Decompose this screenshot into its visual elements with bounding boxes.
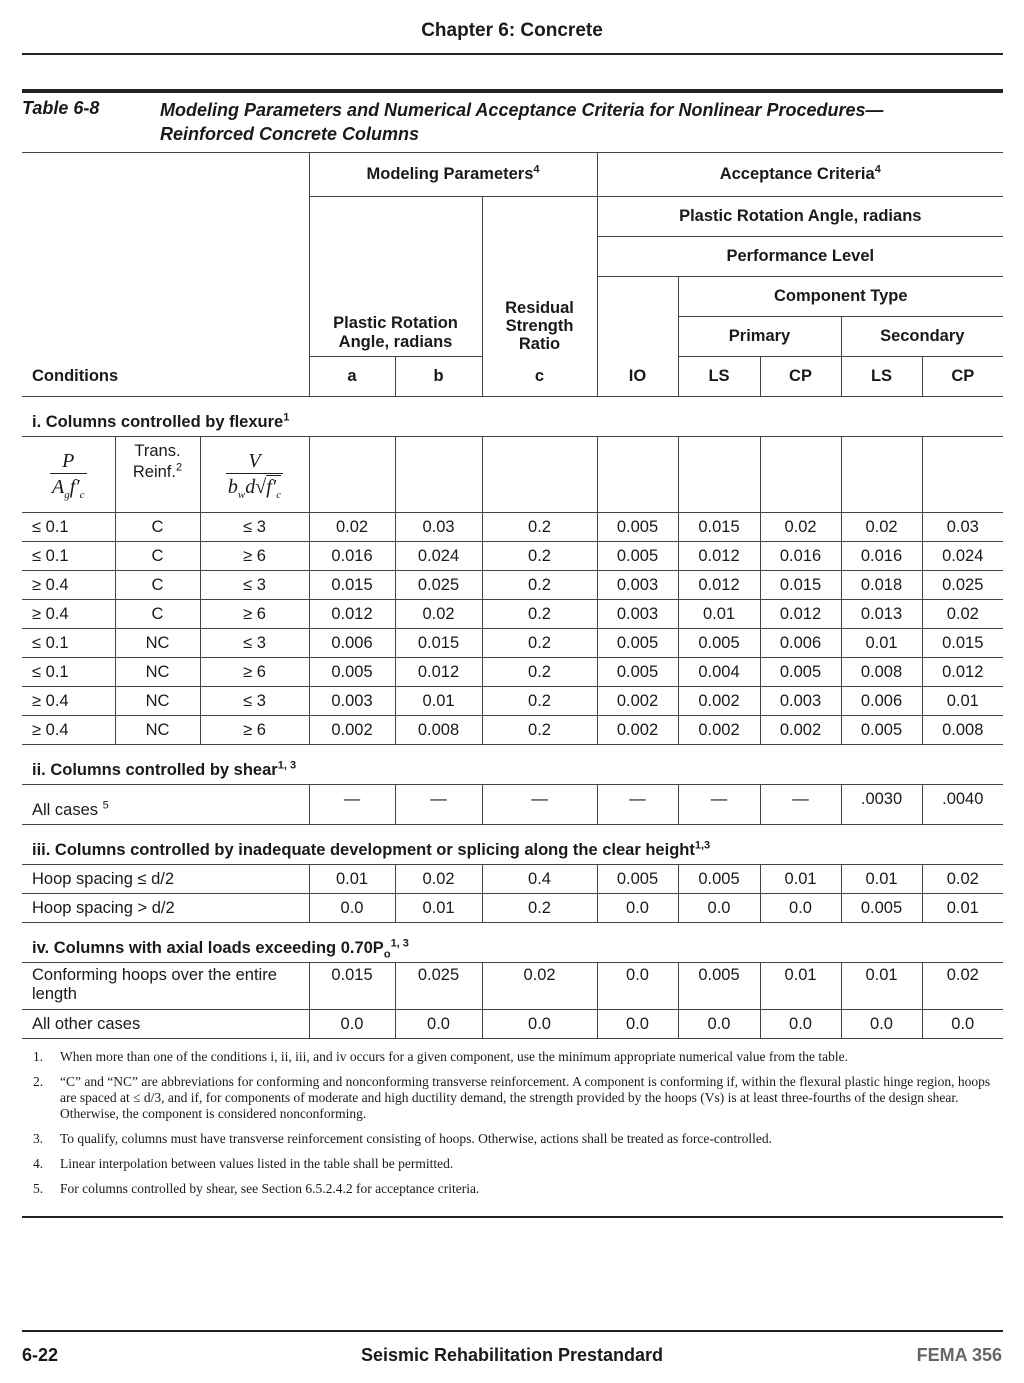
trans-reinf-header: Trans. Reinf.$^2$ <box>115 437 200 513</box>
row-label: Conforming hoops over the entire length <box>22 963 309 1010</box>
note-text: “C” and “NC” are abbreviations for conforming and nonconforming transverse reinforcement. A component is conforming if, within the flexural plastic hinge region, hoops are spaced at ≤ d/3, and if, for components of moderate and high ductility demand, the strength provided by the hoops (Vs) is at least three-fourths of the design shear. Otherwise, the component is considered nonconforming. <box>60 1074 991 1121</box>
col-io-header: IO <box>597 357 678 397</box>
table-cell: ≥ 6 <box>200 600 309 629</box>
table-cell: 0.2 <box>482 894 597 923</box>
col-ls-secondary-header: LS <box>841 357 922 397</box>
table-cell: ≥ 6 <box>200 542 309 571</box>
table-cell: 0.01 <box>395 894 482 923</box>
table-cell: 0.0 <box>309 1010 395 1039</box>
table-cell: 0.005 <box>309 658 395 687</box>
table-cell: 0.004 <box>678 658 760 687</box>
table-cell: 0.0 <box>922 1010 1003 1039</box>
table-cell: 0.013 <box>841 600 922 629</box>
note-text: To qualify, columns must have transverse reinforcement consisting of hoops. Otherwise, actions shall be treated as force-controlled. <box>60 1131 772 1146</box>
table-cell: ≥ 6 <box>200 658 309 687</box>
table-cell: NC <box>115 687 200 716</box>
table-cell: ≥ 0.4 <box>22 571 115 600</box>
table-cell: 0.006 <box>841 687 922 716</box>
table-cell: 0.2 <box>482 716 597 745</box>
row-label: Hoop spacing ≤ d/2 <box>22 865 309 894</box>
section-i-title: i. Columns controlled by flexure$^1$ <box>22 397 1003 437</box>
note-text: When more than one of the conditions i, ii, iii, and iv occurs for a given component, use the minimum appropriate numerical value from the table. <box>60 1049 849 1064</box>
table-cell: 0.03 <box>395 513 482 542</box>
table-cell: 0.02 <box>395 865 482 894</box>
performance-level-header: Performance Level <box>597 237 1003 277</box>
table-row <box>22 1010 1003 1039</box>
table-cell: NC <box>115 716 200 745</box>
table-cell: 0.002 <box>597 716 678 745</box>
table-cell: 0.005 <box>597 658 678 687</box>
table-cell: 0.2 <box>482 542 597 571</box>
table-cell: 0.005 <box>678 963 760 1010</box>
table-cell: 0.025 <box>395 963 482 1010</box>
table-cell: 0.012 <box>678 571 760 600</box>
table-cell: 0.015 <box>922 629 1003 658</box>
table-note <box>22 1074 1003 1122</box>
table-row <box>22 716 1003 745</box>
table-cell: 0.01 <box>760 865 841 894</box>
section-ii-title: ii. Columns controlled by shear$^{1, 3}$ <box>22 745 1003 785</box>
table-cell: NC <box>115 629 200 658</box>
modeling-parameters-header: Modeling Parameters$^4$ <box>309 153 597 197</box>
table-cell: ≤ 3 <box>200 513 309 542</box>
table-cell: 0.2 <box>482 571 597 600</box>
table-cell: 0.002 <box>309 716 395 745</box>
table-cell: — <box>395 785 482 825</box>
table-cell: 0.0 <box>841 1010 922 1039</box>
table-cell: 0.0 <box>597 1010 678 1039</box>
table-cell: 0.005 <box>597 513 678 542</box>
table-row <box>22 894 1003 923</box>
chapter-heading: Chapter 6: Concrete <box>421 20 603 41</box>
table-cell: 0.025 <box>395 571 482 600</box>
table-cell: 0.024 <box>922 542 1003 571</box>
table-note <box>22 1181 1003 1197</box>
table-cell: 0.2 <box>482 600 597 629</box>
table-cell: ≥ 0.4 <box>22 600 115 629</box>
table-cell: 0.03 <box>922 513 1003 542</box>
secondary-header: Secondary <box>841 317 1003 357</box>
col-c-header: c <box>482 357 597 397</box>
table-note <box>22 1131 1003 1147</box>
table-cell: 0.2 <box>482 513 597 542</box>
table-cell: 0.008 <box>395 716 482 745</box>
table-cell: C <box>115 542 200 571</box>
table-cell: ≤ 3 <box>200 629 309 658</box>
table-cell: 0.01 <box>309 865 395 894</box>
col-cp-secondary-header: CP <box>922 357 1003 397</box>
table-cell: 0.01 <box>841 629 922 658</box>
table-cell: 0.006 <box>760 629 841 658</box>
footer-doc-id: FEMA 356 <box>916 1345 1002 1365</box>
table-cell: 0.002 <box>597 687 678 716</box>
table-cell: NC <box>115 658 200 687</box>
table-row <box>22 658 1003 687</box>
table-cell: 0.015 <box>395 629 482 658</box>
table-cell: 0.015 <box>760 571 841 600</box>
table-cell: 0.005 <box>597 542 678 571</box>
table-cell: 0.01 <box>841 963 922 1010</box>
row-label: Hoop spacing > d/2 <box>22 894 309 923</box>
table-cell: .0030 <box>841 785 922 825</box>
table-cell: 0.01 <box>841 865 922 894</box>
table-cell: C <box>115 513 200 542</box>
note-text: Linear interpolation between values listed in the table shall be permitted. <box>60 1156 454 1171</box>
note-text: For columns controlled by shear, see Section 6.5.2.4.2 for acceptance criteria. <box>60 1181 480 1196</box>
table-cell: 0.005 <box>678 629 760 658</box>
header-rule <box>22 53 1003 55</box>
table-cell: 0.2 <box>482 658 597 687</box>
table-cell: 0.0 <box>760 894 841 923</box>
table-cell: 0.01 <box>922 687 1003 716</box>
table-cell: 0.003 <box>597 571 678 600</box>
table-cell: 0.005 <box>841 716 922 745</box>
table-cell: 0.0 <box>678 894 760 923</box>
table-cell: 0.006 <box>309 629 395 658</box>
table-cell: 0.012 <box>678 542 760 571</box>
table-label: Table 6-8 <box>22 98 100 118</box>
table-cell: C <box>115 571 200 600</box>
table-cell: 0.002 <box>678 716 760 745</box>
row-label: All other cases <box>22 1010 309 1039</box>
table-cell: 0.01 <box>678 600 760 629</box>
table-cell: 0.002 <box>760 716 841 745</box>
table-cell: 0.01 <box>760 963 841 1010</box>
table-cell: 0.024 <box>395 542 482 571</box>
table-cell: 0.2 <box>482 629 597 658</box>
table-cell: 0.02 <box>760 513 841 542</box>
table-cell: 0.4 <box>482 865 597 894</box>
table-cell: 0.0 <box>597 894 678 923</box>
table-note <box>22 1156 1003 1172</box>
note-number: 2. <box>33 1074 44 1089</box>
table-cell: — <box>678 785 760 825</box>
table-cell: 0.012 <box>395 658 482 687</box>
table-cell: 0.008 <box>922 716 1003 745</box>
table-cell: 0.018 <box>841 571 922 600</box>
table-row <box>22 629 1003 658</box>
table-cell: 0.0 <box>309 894 395 923</box>
criteria-table <box>22 152 1003 1039</box>
table-cell: 0.02 <box>922 963 1003 1010</box>
axial-ratio-header: $\frac{P}{A_gf'_c}$ <box>22 437 115 513</box>
table-cell: 0.01 <box>395 687 482 716</box>
shear-ratio-header: $\frac{V}{b_wd√f'_c}$ <box>200 437 309 513</box>
table-top-rule <box>22 89 1003 93</box>
table-cell: 0.012 <box>922 658 1003 687</box>
table-cell: 0.005 <box>597 865 678 894</box>
table-cell: ≤ 0.1 <box>22 629 115 658</box>
table-cell: ≥ 0.4 <box>22 716 115 745</box>
table-row <box>22 542 1003 571</box>
table-cell: 0.005 <box>597 629 678 658</box>
component-type-header: Component Type <box>678 277 1003 317</box>
table-cell: 0.016 <box>841 542 922 571</box>
col-b-header: b <box>395 357 482 397</box>
table-cell: 0.003 <box>597 600 678 629</box>
table-cell: 0.02 <box>922 865 1003 894</box>
table-cell: .0040 <box>922 785 1003 825</box>
table-cell: 0.02 <box>482 963 597 1010</box>
notes-bottom-rule <box>22 1216 1003 1218</box>
table-cell: ≤ 3 <box>200 571 309 600</box>
table-row <box>22 571 1003 600</box>
table-cell: ≤ 3 <box>200 687 309 716</box>
footer-rule <box>22 1330 1003 1332</box>
col-ls-primary-header: LS <box>678 357 760 397</box>
table-row <box>22 963 1003 1010</box>
footer-title: Seismic Rehabilitation Prestandard <box>360 1345 664 1365</box>
table-cell: 0.02 <box>922 600 1003 629</box>
plastic-rotation-angle-header: Plastic Rotation Angle, radians <box>597 197 1003 237</box>
section-iv-title: iv. Columns with axial loads exceeding $0.70P_o^{1, 3}$ <box>22 923 1003 963</box>
table-cell: — <box>309 785 395 825</box>
table-cell: 0.025 <box>922 571 1003 600</box>
table-cell: 0.005 <box>841 894 922 923</box>
conditions-header: Conditions <box>22 357 309 397</box>
table-cell: 0.02 <box>395 600 482 629</box>
table-cell: ≥ 6 <box>200 716 309 745</box>
note-number: 1. <box>33 1049 44 1064</box>
table-row <box>22 600 1003 629</box>
table-cell: 0.015 <box>678 513 760 542</box>
table-cell: — <box>482 785 597 825</box>
table-cell: 0.005 <box>760 658 841 687</box>
table-cell: 0.0 <box>678 1010 760 1039</box>
table-row <box>22 687 1003 716</box>
table-row <box>22 865 1003 894</box>
table-cell: 0.02 <box>841 513 922 542</box>
table-cell: 0.015 <box>309 571 395 600</box>
table-cell: 0.005 <box>678 865 760 894</box>
table-cell: 0.012 <box>760 600 841 629</box>
table-row <box>22 785 1003 825</box>
table-cell: C <box>115 600 200 629</box>
residual-strength-header: Residual Strength Ratio <box>482 197 597 357</box>
table-note <box>22 1049 1003 1065</box>
table-cell: 0.012 <box>309 600 395 629</box>
table-cell: 0.0 <box>760 1010 841 1039</box>
table-cell: 0.0 <box>597 963 678 1010</box>
primary-header: Primary <box>678 317 841 357</box>
table-cell: 0.015 <box>309 963 395 1010</box>
table-row <box>22 513 1003 542</box>
note-number: 4. <box>33 1156 44 1171</box>
table-cell: ≤ 0.1 <box>22 542 115 571</box>
table-cell: 0.01 <box>922 894 1003 923</box>
row-label: All cases $^5$ <box>22 785 309 825</box>
table-cell: 0.0 <box>482 1010 597 1039</box>
table-cell: ≥ 0.4 <box>22 687 115 716</box>
note-number: 3. <box>33 1131 44 1146</box>
plastic-rotation-header: Plastic Rotation Angle, radians <box>309 197 482 357</box>
table-cell: 0.2 <box>482 687 597 716</box>
table-cell: 0.003 <box>760 687 841 716</box>
table-cell: 0.02 <box>309 513 395 542</box>
note-number: 5. <box>33 1181 44 1196</box>
col-cp-primary-header: CP <box>760 357 841 397</box>
acceptance-criteria-header: Acceptance Criteria$^4$ <box>597 153 1003 197</box>
table-cell: — <box>597 785 678 825</box>
table-cell: ≤ 0.1 <box>22 513 115 542</box>
table-cell: 0.003 <box>309 687 395 716</box>
table-notes <box>22 1049 1003 1206</box>
table-cell: — <box>760 785 841 825</box>
table-cell: 0.002 <box>678 687 760 716</box>
page-number: 6-22 <box>22 1345 59 1365</box>
table-cell: 0.008 <box>841 658 922 687</box>
section-iii-title: iii. Columns controlled by inadequate development or splicing along the clear height$^{1,3}$ <box>22 825 1003 865</box>
table-cell: ≤ 0.1 <box>22 658 115 687</box>
table-cell: 0.0 <box>395 1010 482 1039</box>
table-title: Modeling Parameters and Numerical Acceptance Criteria for Nonlinear Procedures—Reinforced Concrete Columns <box>160 100 884 144</box>
table-cell: 0.016 <box>309 542 395 571</box>
table-cell: 0.016 <box>760 542 841 571</box>
col-a-header: a <box>309 357 395 397</box>
